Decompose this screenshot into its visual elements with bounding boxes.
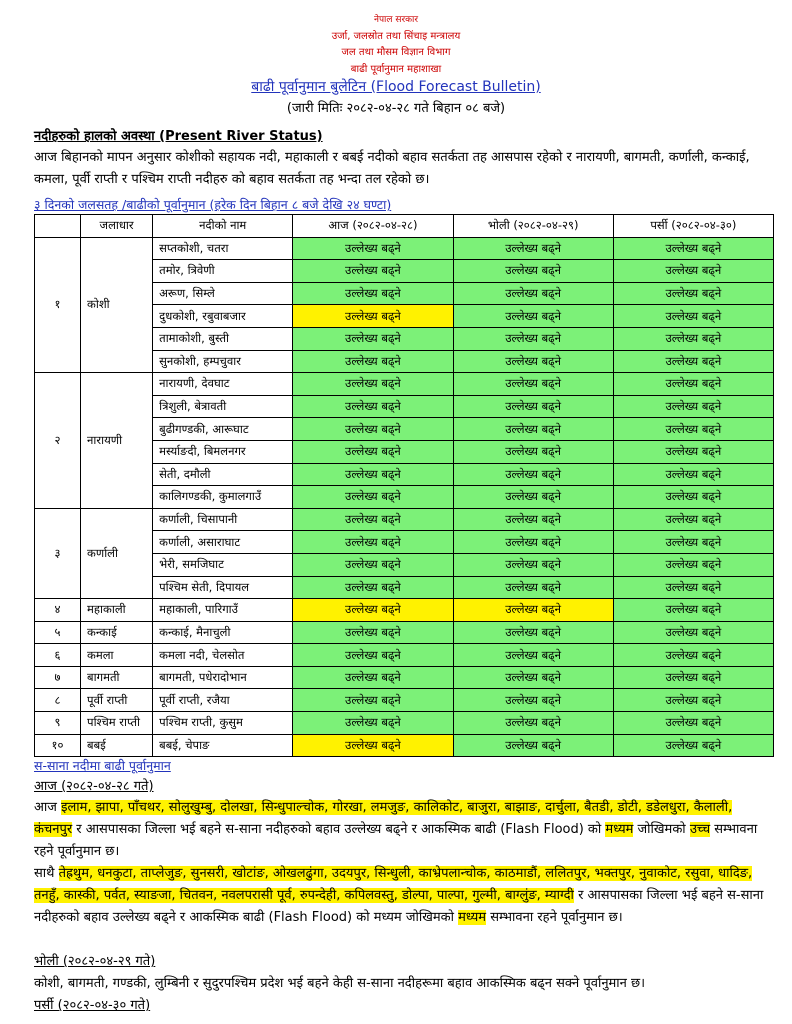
river-station: कमला नदी, चेलसोत (153, 644, 293, 667)
text-segment: र आसपासका जिल्ला भई बहने स-साना नदीहरुको बहाव उल्लेख्य बढ्ने र आकस्मिक बाढी (Flash Flood) को (72, 822, 606, 837)
forecast-cell-dayafter: उल्लेख्य बढ्ने (613, 508, 773, 531)
forecast-cell-tomorrow: उल्लेख्य बढ्ने (453, 734, 613, 757)
forecast-cell-today: उल्लेख्य बढ्ने (293, 373, 453, 396)
forecast-cell-today: उल्लेख्य बढ्ने (293, 418, 453, 441)
forecast-cell-today: उल्लेख्य बढ्ने (293, 486, 453, 509)
forecast-cell-tomorrow: उल्लेख्य बढ्ने (453, 350, 613, 373)
col-header-tomorrow: भोली (२०८२-०४-२९) (453, 215, 613, 238)
forecast-cell-tomorrow: उल्लेख्य बढ्ने (453, 486, 613, 509)
ministry-name: उर्जा, जलस्रोत तथा सिंचाइ मन्त्रालय (331, 31, 461, 42)
forecast-table-body (35, 237, 774, 757)
basin-number: ४ (35, 599, 81, 622)
highlighted-text: उच्च (689, 822, 711, 837)
present-status-heading: नदीहरुको हालको अवस्था (Present River Status) (34, 129, 323, 144)
table-row (35, 734, 774, 757)
forecast-cell-dayafter: उल्लेख्य बढ्ने (613, 282, 773, 305)
forecast-cell-today: उल्लेख्य बढ्ने (293, 508, 453, 531)
highlighted-text: तेह्रथुम, धनकुटा, ताप्लेजुङ, सुनसरी, खोटांङ, ओखलढुंगा, उदयपुर, सिन्धुली, काभ्रेपलान्चोक, काठमाडौं, ललितपुर, भक्तपुर, नुवाकोट, रसुवा, धादिङ, तनहुँ, कास्की, पर्वत, स्याङजा, चितवन, नवलपरासी पूर्व, रुपन्देही, कपिलवस्तु, डोल्पा, पाल्पा, गुल्मी, बाग्लुंङ, म्याग्दी (34, 866, 753, 903)
basin-name: कमला (81, 644, 153, 667)
highlighted-text: मध्यम (458, 910, 487, 925)
forecast-cell-today: उल्लेख्य बढ्ने (293, 327, 453, 350)
river-station: दुधकोशी, रबुवाबजार (153, 305, 293, 328)
forecast-cell-tomorrow: उल्लेख्य बढ्ने (453, 621, 613, 644)
forecast-cell-today: उल्लेख्य बढ्ने (293, 599, 453, 622)
text-segment: साथै (34, 866, 59, 881)
highlighted-text: इलाम, झापा, पाँचथर, सोलुखुम्बु, दोलखा, सिन्धुपाल्चोक, गोरखा, लमजुङ, कालिकोट, बाजुरा, बाझाङ, दार्चुला, बैतडी, डोटी, डडेलधुरा, कैलाली, कंचनपुर (34, 800, 733, 837)
forecast-cell-dayafter: उल्लेख्य बढ्ने (613, 644, 773, 667)
table-row (35, 621, 774, 644)
forecast-heading: ३ दिनको जलसतह /बाढीको पूर्वानुमान (हरेक दिन बिहान ८ बजे देखि २४ घण्टा) (34, 197, 392, 212)
forecast-cell-dayafter: उल्लेख्य बढ्ने (613, 327, 773, 350)
forecast-cell-today: उल्लेख्य बढ्ने (293, 553, 453, 576)
basin-name: नारायणी (81, 373, 153, 509)
forecast-cell-tomorrow: उल्लेख्य बढ्ने (453, 508, 613, 531)
basin-name: कर्णाली (81, 508, 153, 598)
forecast-cell-today: उल्लेख्य बढ्ने (293, 237, 453, 260)
forecast-cell-dayafter: उल्लेख्य बढ्ने (613, 553, 773, 576)
river-station: नारायणी, देवघाट (153, 373, 293, 396)
small-rivers-heading: स-साना नदीमा बाढी पूर्वानुमान (34, 758, 171, 773)
forecast-cell-today: उल्लेख्य बढ्ने (293, 621, 453, 644)
forecast-cell-today: उल्लेख्य बढ्ने (293, 734, 453, 757)
basin-number: ५ (35, 621, 81, 644)
tomorrow-text: कोशी, बागमती, गण्डकी, लुम्बिनी र सुदुरपश्चिम प्रदेश भई बहने केही स-साना नदीहरूमा बहाव आकस्मिक बढ्न सक्ने पूर्वानुमान छ। (34, 976, 646, 991)
basin-name: पश्चिम राप्ती (81, 712, 153, 735)
basin-name: कोशी (81, 237, 153, 373)
today-paragraph-2 (34, 863, 774, 929)
forecast-cell-today: उल्लेख्य बढ्ने (293, 644, 453, 667)
forecast-cell-tomorrow: उल्लेख्य बढ्ने (453, 237, 613, 260)
col-header-basin: जलाधार (81, 215, 153, 238)
river-station: पश्चिम राप्ती, कुसुम (153, 712, 293, 735)
today-label: आज (२०८२-०४-२८ गते) (34, 779, 154, 794)
basin-number: १० (35, 734, 81, 757)
text-segment: सम्भावना रहने पूर्वानुमान छ। (34, 822, 758, 859)
table-row (35, 508, 774, 531)
forecast-cell-today: उल्लेख्य बढ्ने (293, 395, 453, 418)
table-row (35, 373, 774, 396)
issue-date: (जारी मितिः २०८२-०४-२८ गते बिहान ०८ बजे) (286, 101, 506, 116)
basin-number: ७ (35, 666, 81, 689)
forecast-cell-dayafter: उल्लेख्य बढ्ने (613, 418, 773, 441)
col-header-river: नदीको नाम (153, 215, 293, 238)
forecast-cell-tomorrow: उल्लेख्य बढ्ने (453, 260, 613, 283)
forecast-cell-tomorrow: उल्लेख्य बढ्ने (453, 327, 613, 350)
forecast-cell-today: उल्लेख्य बढ्ने (293, 531, 453, 554)
forecast-cell-dayafter: उल्लेख्य बढ्ने (613, 237, 773, 260)
river-station: कन्काई, मैनाचुली (153, 621, 293, 644)
bulletin-title: बाढी पूर्वानुमान बुलेटिन (Flood Forecast Bulletin) (251, 79, 541, 95)
text-segment: सम्भावना रहने पूर्वानुमान छ। (486, 910, 623, 925)
river-station: महाकाली, पारिगाउँ (153, 599, 293, 622)
forecast-cell-tomorrow: उल्लेख्य बढ्ने (453, 689, 613, 712)
forecast-cell-tomorrow: उल्लेख्य बढ्ने (453, 418, 613, 441)
forecast-cell-tomorrow: उल्लेख्य बढ्ने (453, 463, 613, 486)
river-station: भेरी, समजिघाट (153, 553, 293, 576)
river-station: मर्स्याङदी, बिमलनगर (153, 440, 293, 463)
forecast-cell-today: उल्लेख्य बढ्ने (293, 260, 453, 283)
forecast-cell-tomorrow: उल्लेख्य बढ्ने (453, 282, 613, 305)
basin-name: कन्काई (81, 621, 153, 644)
basin-number: ९ (35, 712, 81, 735)
forecast-cell-dayafter: उल्लेख्य बढ्ने (613, 260, 773, 283)
river-station: कालिगण्डकी, कुमालगाउँ (153, 486, 293, 509)
river-station: बागमती, पधेरादोभान (153, 666, 293, 689)
col-header-today: आज (२०८२-०४-२८) (293, 215, 453, 238)
forecast-cell-dayafter: उल्लेख्य बढ्ने (613, 486, 773, 509)
river-station: कर्णाली, असाराघाट (153, 531, 293, 554)
basin-name: पूर्वी राप्ती (81, 689, 153, 712)
river-station: कर्णाली, चिसापानी (153, 508, 293, 531)
forecast-cell-dayafter: उल्लेख्य बढ्ने (613, 531, 773, 554)
table-row (35, 666, 774, 689)
river-station: तामाकोशी, बुस्ती (153, 327, 293, 350)
forecast-cell-tomorrow: उल्लेख्य बढ्ने (453, 666, 613, 689)
basin-name: बबई (81, 734, 153, 757)
text-segment: आज (34, 800, 62, 815)
forecast-cell-dayafter: उल्लेख्य बढ्ने (613, 576, 773, 599)
forecast-cell-today: उल्लेख्य बढ्ने (293, 350, 453, 373)
river-station: बुढीगण्डकी, आरूघाट (153, 418, 293, 441)
forecast-cell-dayafter: उल्लेख्य बढ्ने (613, 599, 773, 622)
table-row (35, 712, 774, 735)
forecast-cell-today: उल्लेख्य बढ्ने (293, 576, 453, 599)
forecast-cell-today: उल्लेख्य बढ्ने (293, 282, 453, 305)
forecast-cell-today: उल्लेख्य बढ्ने (293, 440, 453, 463)
table-row (35, 237, 774, 260)
forecast-cell-dayafter: उल्लेख्य बढ्ने (613, 395, 773, 418)
forecast-cell-today: उल्लेख्य बढ्ने (293, 666, 453, 689)
department-name: जल तथा मौसम विज्ञान विभाग (341, 47, 451, 58)
division-name: बाढी पूर्वानुमान महाशाखा (350, 64, 442, 75)
table-row (35, 644, 774, 667)
river-station: सप्तकोशी, चतरा (153, 237, 293, 260)
forecast-cell-dayafter: उल्लेख्य बढ्ने (613, 621, 773, 644)
basin-number: ६ (35, 644, 81, 667)
tomorrow-label: भोली (२०८२-०४-२९ गते) (34, 954, 156, 969)
forecast-table-header (35, 215, 774, 238)
present-status-text: आज बिहानको मापन अनुसार कोशीको सहायक नदी, महाकाली र बबई नदीको बहाव सतर्कता तह आसपास रहेको र नारायणी, बागमती, कर्णाली, कन्काई, कमला, पूर्वी राप्ती र पश्चिम राप्ती नदीहरु को बहाव सतर्कता तह भन्दा तल रहेको छ। (34, 150, 750, 187)
highlighted-text: मध्यम (605, 822, 634, 837)
forecast-cell-tomorrow: उल्लेख्य बढ्ने (453, 395, 613, 418)
river-station: पूर्वी राप्ती, रजैया (153, 689, 293, 712)
forecast-cell-dayafter: उल्लेख्य बढ्ने (613, 440, 773, 463)
forecast-cell-dayafter: उल्लेख्य बढ्ने (613, 666, 773, 689)
river-station: तमोर, त्रिवेणी (153, 260, 293, 283)
basin-name: बागमती (81, 666, 153, 689)
forecast-cell-tomorrow: उल्लेख्य बढ्ने (453, 576, 613, 599)
river-station: त्रिशुली, बेत्रावती (153, 395, 293, 418)
text-segment: र आसपासका जिल्ला भई बहने स-साना नदीहरुको बहाव उल्लेख्य बढ्ने र आकस्मिक बाढी (Flash Flood) को मध्यम जोखिमको (34, 888, 764, 925)
forecast-cell-today: उल्लेख्य बढ्ने (293, 712, 453, 735)
forecast-cell-dayafter: उल्लेख्य बढ्ने (613, 350, 773, 373)
basin-name: महाकाली (81, 599, 153, 622)
table-row (35, 689, 774, 712)
forecast-cell-today: उल्लेख्य बढ्ने (293, 463, 453, 486)
forecast-table (34, 214, 774, 757)
basin-number: ३ (35, 508, 81, 598)
forecast-cell-today: उल्लेख्य बढ्ने (293, 689, 453, 712)
col-header-dayafter: पर्सी (२०८२-०४-३०) (613, 215, 773, 238)
river-station: पश्चिम सेती, दिपायल (153, 576, 293, 599)
table-row (35, 599, 774, 622)
government-name: नेपाल सरकार (373, 15, 419, 25)
forecast-cell-dayafter: उल्लेख्य बढ्ने (613, 712, 773, 735)
forecast-cell-tomorrow: उल्लेख्य बढ्ने (453, 599, 613, 622)
forecast-cell-dayafter: उल्लेख्य बढ्ने (613, 734, 773, 757)
forecast-cell-tomorrow: उल्लेख्य बढ्ने (453, 305, 613, 328)
forecast-cell-dayafter: उल्लेख्य बढ्ने (613, 305, 773, 328)
forecast-cell-dayafter: उल्लेख्य बढ्ने (613, 689, 773, 712)
forecast-cell-tomorrow: उल्लेख्य बढ्ने (453, 531, 613, 554)
dayafter-label: पर्सी (२०८२-०४-३० गते) (34, 998, 151, 1013)
forecast-cell-today: उल्लेख्य बढ्ने (293, 305, 453, 328)
forecast-cell-dayafter: उल्लेख्य बढ्ने (613, 463, 773, 486)
forecast-cell-tomorrow: उल्लेख्य बढ्ने (453, 553, 613, 576)
forecast-cell-tomorrow: उल्लेख्य बढ्ने (453, 440, 613, 463)
river-station: सुनकोशी, हम्पचुवार (153, 350, 293, 373)
basin-number: ८ (35, 689, 81, 712)
forecast-cell-dayafter: उल्लेख्य बढ्ने (613, 373, 773, 396)
text-segment: जोखिमको (633, 822, 690, 837)
river-station: बबई, चेपाङ (153, 734, 293, 757)
basin-number: १ (35, 237, 81, 373)
river-station: अरूण, सिम्ले (153, 282, 293, 305)
forecast-cell-tomorrow: उल्लेख्य बढ्ने (453, 373, 613, 396)
forecast-cell-tomorrow: उल्लेख्य बढ्ने (453, 712, 613, 735)
col-header-sn (35, 215, 81, 238)
basin-number: २ (35, 373, 81, 509)
forecast-cell-tomorrow: उल्लेख्य बढ्ने (453, 644, 613, 667)
river-station: सेती, दमौली (153, 463, 293, 486)
today-paragraph-1 (34, 797, 774, 863)
